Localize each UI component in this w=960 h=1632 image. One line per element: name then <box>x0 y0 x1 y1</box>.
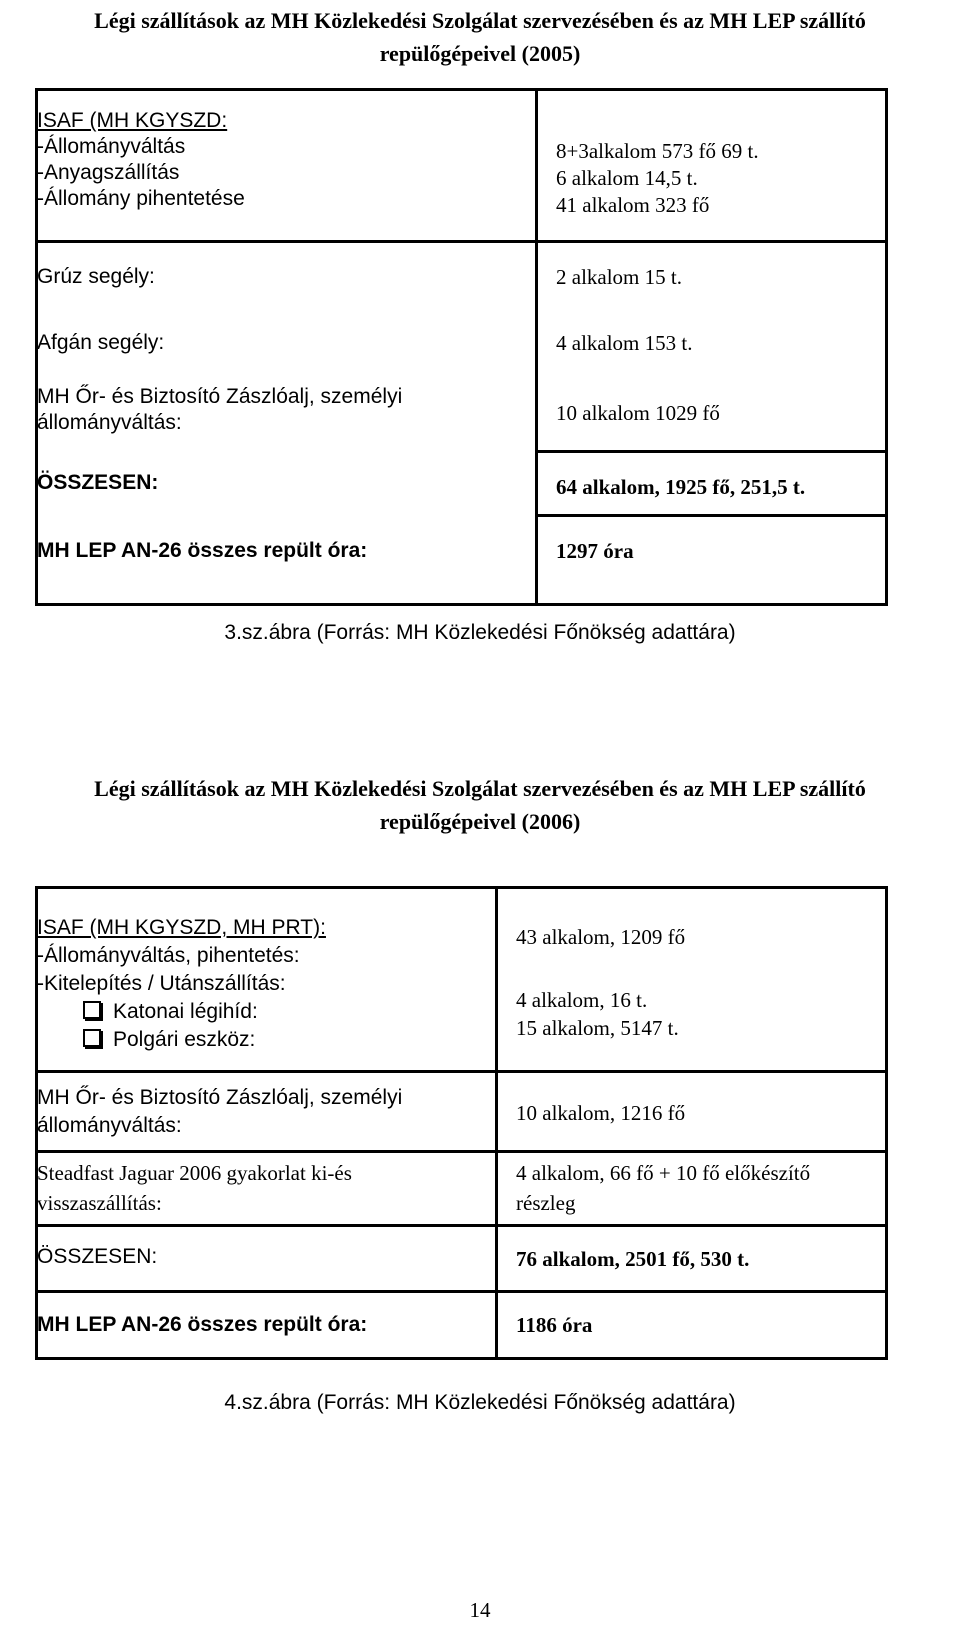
checkbox-icon <box>83 1029 101 1047</box>
table-divider <box>35 1224 888 1227</box>
table-row: ÖSSZESEN: <box>37 471 159 494</box>
table-cell: 64 alkalom, 1925 fő, 251,5 t. <box>556 475 806 499</box>
table-cell: 8+3alkalom 573 fő 69 t. 6 alkalom 14,5 t. 41 alkalom 323 fő <box>556 139 759 217</box>
figure-caption-2005: 3.sz.ábra (Forrás: MH Közlekedési Főnökség adattára) <box>224 621 736 644</box>
figure-caption-2006: 4.sz.ábra (Forrás: MH Közlekedési Főnökség adattára) <box>224 1391 736 1414</box>
page-title-2005: Légi szállítások az MH Közlekedési Szolgálat szervezésében és az MH LEP szállító repülőgépeivel (2005) <box>94 8 866 66</box>
checkbox-icon <box>83 1001 101 1019</box>
table-row: ISAF (MH KGYSZD, MH PRT): -Állományváltás, pihentetés: -Kitelepítés / Utánszállítás: Katonai légihíd: Polgári eszköz: <box>37 916 326 1051</box>
table-cell: 76 alkalom, 2501 fő, 530 t. <box>516 1247 750 1271</box>
table-divider <box>495 886 498 1360</box>
table-divider <box>35 1150 888 1153</box>
table-row: Grúz segély: <box>37 265 155 288</box>
table-divider <box>535 88 538 606</box>
table-cell: 4 alkalom, 66 fő + 10 fő előkészítő részleg <box>516 1161 811 1215</box>
table-cell: 4 alkalom, 16 t. 15 alkalom, 5147 t. <box>516 988 679 1040</box>
table-row: MH Őr- és Biztosító Zászlóalj, személyi állományváltás: <box>37 1086 403 1137</box>
table-row: Steadfast Jaguar 2006 gyakorlat ki-és visszaszállítás: <box>37 1161 352 1215</box>
table-divider <box>35 1070 888 1073</box>
table-row: MH LEP AN-26 összes repült óra: <box>37 1313 368 1336</box>
table-divider <box>35 240 888 243</box>
table-divider <box>535 514 888 517</box>
table-row: ÖSSZESEN: <box>37 1245 158 1268</box>
table-cell: 1297 óra <box>556 539 634 563</box>
table-cell: 4 alkalom 153 t. <box>556 331 693 355</box>
table-cell: 1186 óra <box>516 1313 593 1337</box>
table-cell: 10 alkalom 1029 fő <box>556 401 720 425</box>
table-divider <box>35 1290 888 1293</box>
page-number: 14 <box>469 1598 491 1622</box>
table-row: MH Őr- és Biztosító Zászlóalj, személyi állományváltás: <box>37 385 403 434</box>
table-cell: 43 alkalom, 1209 fő <box>516 925 686 949</box>
page-title-2006: Légi szállítások az MH Közlekedési Szolgálat szervezésében és az MH LEP szállító repülőgépeivel (2006) <box>94 776 866 834</box>
table-cell: 10 alkalom, 1216 fő <box>516 1101 686 1125</box>
table-row: Afgán segély: <box>37 331 165 354</box>
table-row: MH LEP AN-26 összes repült óra: <box>37 539 368 562</box>
table-row: ISAF (MH KGYSZD: -Állományváltás -Anyagszállítás -Állomány pihentetése <box>37 109 245 210</box>
table-divider <box>535 450 888 453</box>
table-cell: 2 alkalom 15 t. <box>556 265 682 289</box>
